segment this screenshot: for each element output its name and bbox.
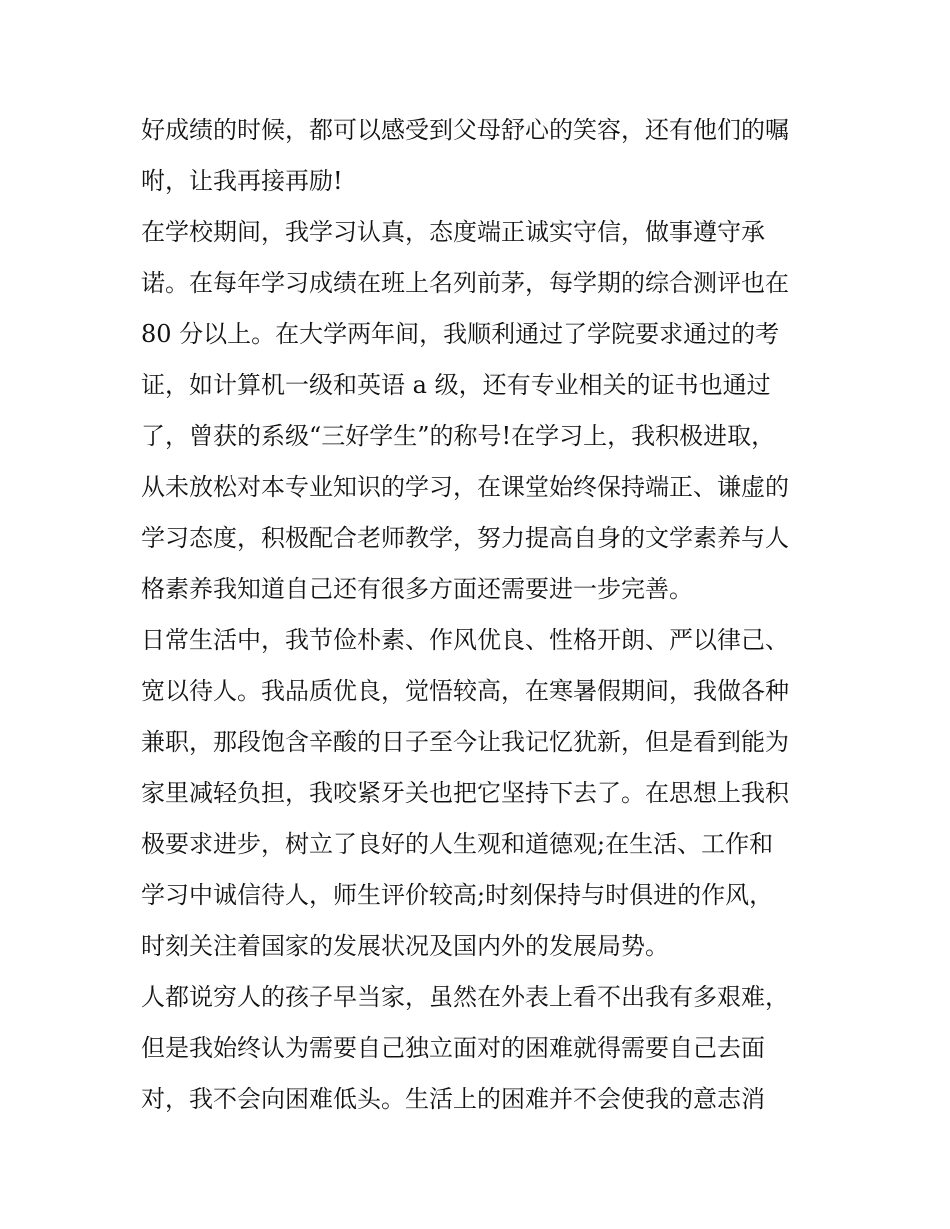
text-line-7: 了，曾获的系级“三好学生”的称号!在学习上，我积极进取， xyxy=(141,422,776,450)
text-line-12: 宽以待人。我品质优良，觉悟较高，在寒暑假期间，我做各种 xyxy=(141,677,789,705)
text-line-8: 从未放松对本专业知识的学习，在课堂始终保持端正、谦虚的 xyxy=(141,473,789,501)
text-line-9: 学习态度，积极配合老师教学，努力提高自身的文学素养与人 xyxy=(141,524,789,552)
text-line-1: 好成绩的时候，都可以感受到父母舒心的笑容，还有他们的嘱 xyxy=(141,116,789,144)
body-text xyxy=(141,105,821,1125)
text-line-14: 家里减轻负担，我咬紧牙关也把它坚持下去了。在思想上我积 xyxy=(141,779,789,807)
text-line-5: 80 分以上。在大学两年间，我顺利通过了学院要求通过的考 xyxy=(141,320,780,348)
text-line-19: 但是我始终认为需要自己独立面对的困难就得需要自己去面 xyxy=(141,1034,765,1062)
text-line-15: 极要求进步，树立了良好的人生观和道德观;在生活、工作和 xyxy=(141,830,774,858)
text-line-11: 日常生活中，我节俭朴素、作风优良、性格开朗、严以律己、 xyxy=(141,626,789,654)
text-line-16: 学习中诚信待人，师生评价较高;时刻保持与时俱进的作风， xyxy=(141,881,774,909)
text-line-3: 在学校期间，我学习认真，态度端正诚实守信，做事遵守承 xyxy=(141,218,765,246)
text-line-10: 格素养我知道自己还有很多方面还需要进一步完善。 xyxy=(141,575,693,603)
text-line-6: 证，如计算机一级和英语 a 级，还有专业相关的证书也通过 xyxy=(141,371,771,399)
text-line-18: 人都说穷人的孩子早当家，虽然在外表上看不出我有多艰难， xyxy=(141,983,789,1011)
text-line-20: 对，我不会向困难低头。生活上的困难并不会使我的意志消 xyxy=(141,1085,765,1113)
text-line-2: 咐，让我再接再励! xyxy=(141,167,343,195)
text-line-13: 兼职，那段饱含辛酸的日子至今让我记忆犹新，但是看到能为 xyxy=(141,728,789,756)
text-line-17: 时刻关注着国家的发展状况及国内外的发展局势。 xyxy=(141,932,669,960)
text-line-4: 诺。在每年学习成绩在班上名列前茅，每学期的综合测评也在 xyxy=(141,269,789,297)
